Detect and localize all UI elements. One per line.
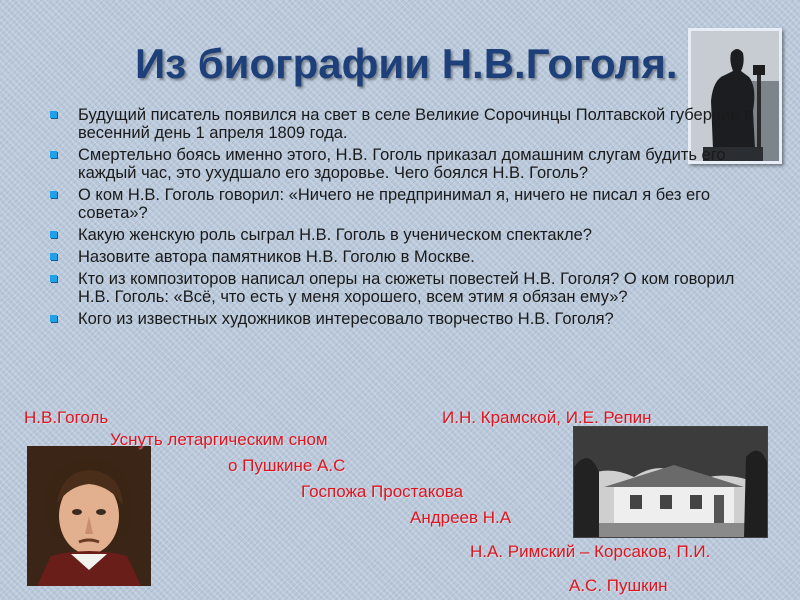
answer-artists: И.Н. Крамской, И.Е. Репин [442,408,652,427]
gogol-portrait [27,446,151,586]
answer-lethargic-sleep: Уснуть летаргическим сном [110,430,328,449]
answer-pushkin: А.С. Пушкин [569,576,668,595]
list-item: Будущий писатель появился на свет в селе Великие Сорочинцы Полтавской губернии в весенний день 1 апреля 1809 года. [48,106,768,142]
answer-pushkin-about: о Пушкине А.С [228,456,346,475]
list-item: Кого из известных художников интересовало творчество Н.В. Гоголя? [48,310,768,328]
list-item: Назовите автора памятников Н.В. Гоголю в Москве. [48,248,768,266]
list-item: Смертельно боясь именно этого, Н.В. Гоголь приказал домашним слугам будить его каждый час, это ухудшало его здоровье. Чего боялся Н.В. Гоголь? [48,146,768,182]
list-item: Кто из композиторов написал оперы на сюжеты повестей Н.В. Гоголя? О ком говорил Н.В. Гоголь: «Всё, что есть у меня хорошего, всем этим я обязан ему»? [48,270,768,306]
list-item: О ком Н.В. Гоголь говорил: «Ничего не предпринимал я, ничего не писал я без его совета»? [48,186,768,222]
bullet-marker [50,191,57,198]
page-title: Из биографии Н.В.Гоголя. [135,40,678,87]
question-list [48,106,768,332]
bullet-marker [50,151,57,158]
answer-rimsky-korsakov: Н.А. Римский – Корсаков, П.И. [470,542,711,561]
answer-andreev: Андреев Н.А [410,508,512,527]
list-item: Какую женскую роль сыграл Н.В. Гоголь в ученическом спектакле? [48,226,768,244]
gogol-house-photo [573,426,768,538]
answer-prostakova: Госпожа Простакова [301,482,464,501]
bullet-marker [50,253,57,260]
answer-gogol: Н.В.Гоголь [24,408,109,427]
bullet-marker [50,111,57,118]
bullet-marker [50,315,57,322]
bullet-marker [50,275,57,282]
bullet-marker [50,231,57,238]
